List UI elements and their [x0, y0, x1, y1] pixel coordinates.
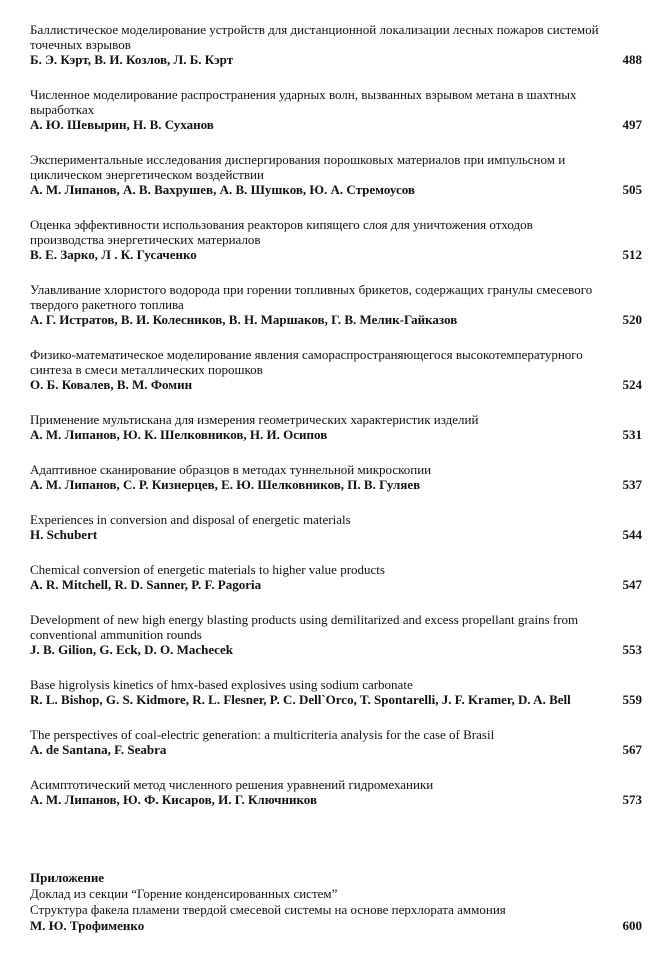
toc-entry-authors: Б. Э. Кэрт, В. И. Козлов, Л. Б. Кэрт [30, 52, 234, 67]
toc-entry-page-number: 567 [622, 742, 642, 757]
toc-entry-page-number: 531 [622, 427, 642, 442]
toc-entry-authors: В. Е. Зарко, Л . К. Гусаченко [30, 247, 197, 262]
toc-entry-page-number: 559 [622, 692, 642, 707]
appendix-section-title: Доклад из секции “Горение конденсированных систем” [30, 886, 338, 901]
toc-entry-authors: R. L. Bishop, G. S. Kidmore, R. L. Flesner, P. C. Dell`Orco, T. Spontarelli, J. F. Kramer, D. A. Bell [30, 692, 571, 707]
toc-entry-page-number: 524 [622, 377, 642, 392]
toc-entry [30, 412, 642, 443]
toc-entry-page-number: 553 [622, 642, 642, 657]
toc-entry [30, 677, 642, 708]
toc-entry-page-number: 520 [622, 312, 642, 327]
toc-entry-page-number: 497 [622, 117, 642, 132]
toc-entry-title: Баллистическое моделирование устройств для дистанционной локализации лесных пожаров системой точечных взрывов [30, 22, 599, 52]
toc-entry-title: Применение мультискана для измерения геометрических характеристик изделий [30, 412, 479, 427]
toc-entry [30, 152, 642, 198]
toc-entry [30, 727, 642, 758]
toc-entry [30, 87, 642, 133]
toc-entry-authors: А. Ю. Шевырин, Н. В. Суханов [30, 117, 214, 132]
toc-entry-title: The perspectives of coal-electric generation: a multicriteria analysis for the case of Brasil [30, 727, 495, 742]
toc-entry-title: Experiences in conversion and disposal of energetic materials [30, 512, 351, 527]
toc-entry-authors: А. Г. Истратов, В. И. Колесников, В. Н. Маршаков, Г. В. Мелик-Гайказов [30, 312, 458, 327]
toc-entry-authors: A. R. Mitchell, R. D. Sanner, P. F. Pagoria [30, 577, 262, 592]
table-of-contents [30, 22, 642, 827]
appendix-section [30, 870, 642, 934]
toc-entry-authors: J. B. Gilion, G. Eck, D. O. Machecek [30, 642, 233, 657]
toc-entry [30, 347, 642, 393]
toc-entry-title: Физико-математическое моделирование явления самораспространяющегося высокотемпературного синтеза в смеси металлических порошков [30, 347, 583, 377]
toc-entry-title: Development of new high energy blasting products using demilitarized and excess propellant grains from conventional ammunition rounds [30, 612, 579, 642]
toc-entry-title: Экспериментальные исследования диспергирования порошковых материалов при импульсном и циклическом энергетическом воздействии [30, 152, 566, 182]
toc-entry-title: Асимптотический метод численного решения уравнений гидромеханики [30, 777, 434, 792]
toc-entry-authors: А. М. Липанов, С. Р. Кизнерцев, Е. Ю. Шелковников, П. В. Гуляев [30, 477, 421, 492]
toc-entry [30, 562, 642, 593]
toc-entry-authors: А. М. Липанов, А. В. Вахрушев, А. В. Шушков, Ю. А. Стремоусов [30, 182, 415, 197]
toc-entry-title: Chemical conversion of energetic materials to higher value products [30, 562, 385, 577]
toc-entry-page-number: 537 [622, 477, 642, 492]
toc-entry-page-number: 512 [622, 247, 642, 262]
toc-entry-title: Адаптивное сканирование образцов в методах туннельной микроскопии [30, 462, 432, 477]
toc-entry-title: Численное моделирование распространения ударных волн, вызванных взрывом метана в шахтных выработках [30, 87, 577, 117]
toc-entry-authors: A. de Santana, F. Seabra [30, 742, 167, 757]
toc-entry-title: Base higrolysis kinetics of hmx-based explosives using sodium carbonate [30, 677, 413, 692]
toc-entry-authors: А. М. Липанов, Ю. К. Шелковников, Н. И. Осипов [30, 427, 328, 442]
toc-entry-page-number: 547 [622, 577, 642, 592]
appendix-entry [30, 902, 642, 934]
toc-entry [30, 612, 642, 658]
toc-entry-page-number: 488 [622, 52, 642, 67]
appendix-entry-authors: М. Ю. Трофименко [30, 918, 145, 933]
toc-entry [30, 282, 642, 328]
toc-entry-title: Оценка эффективности использования реакторов кипящего слоя для уничтожения отходов производства энергетических материалов [30, 217, 533, 247]
toc-entry [30, 462, 642, 493]
toc-entry [30, 777, 642, 808]
toc-entry [30, 217, 642, 263]
toc-entry-title: Улавливание хлористого водорода при горении топливных брикетов, содержащих гранулы смесевого твердого ракетного топлива [30, 282, 593, 312]
toc-entry [30, 22, 642, 68]
toc-entry-page-number: 573 [622, 792, 642, 807]
appendix-heading: Приложение [30, 870, 105, 885]
toc-entry [30, 512, 642, 543]
appendix-entry-title: Структура факела пламени твердой смесевой системы на основе перхлората аммония [30, 902, 506, 917]
toc-entry-authors: H. Schubert [30, 527, 98, 542]
toc-entry-page-number: 505 [622, 182, 642, 197]
toc-entry-authors: А. М. Липанов, Ю. Ф. Кисаров, И. Г. Ключников [30, 792, 317, 807]
toc-entry-page-number: 544 [622, 527, 642, 542]
appendix-entry-page: 600 [622, 918, 642, 933]
toc-entry-authors: О. Б. Ковалев, В. М. Фомин [30, 377, 193, 392]
